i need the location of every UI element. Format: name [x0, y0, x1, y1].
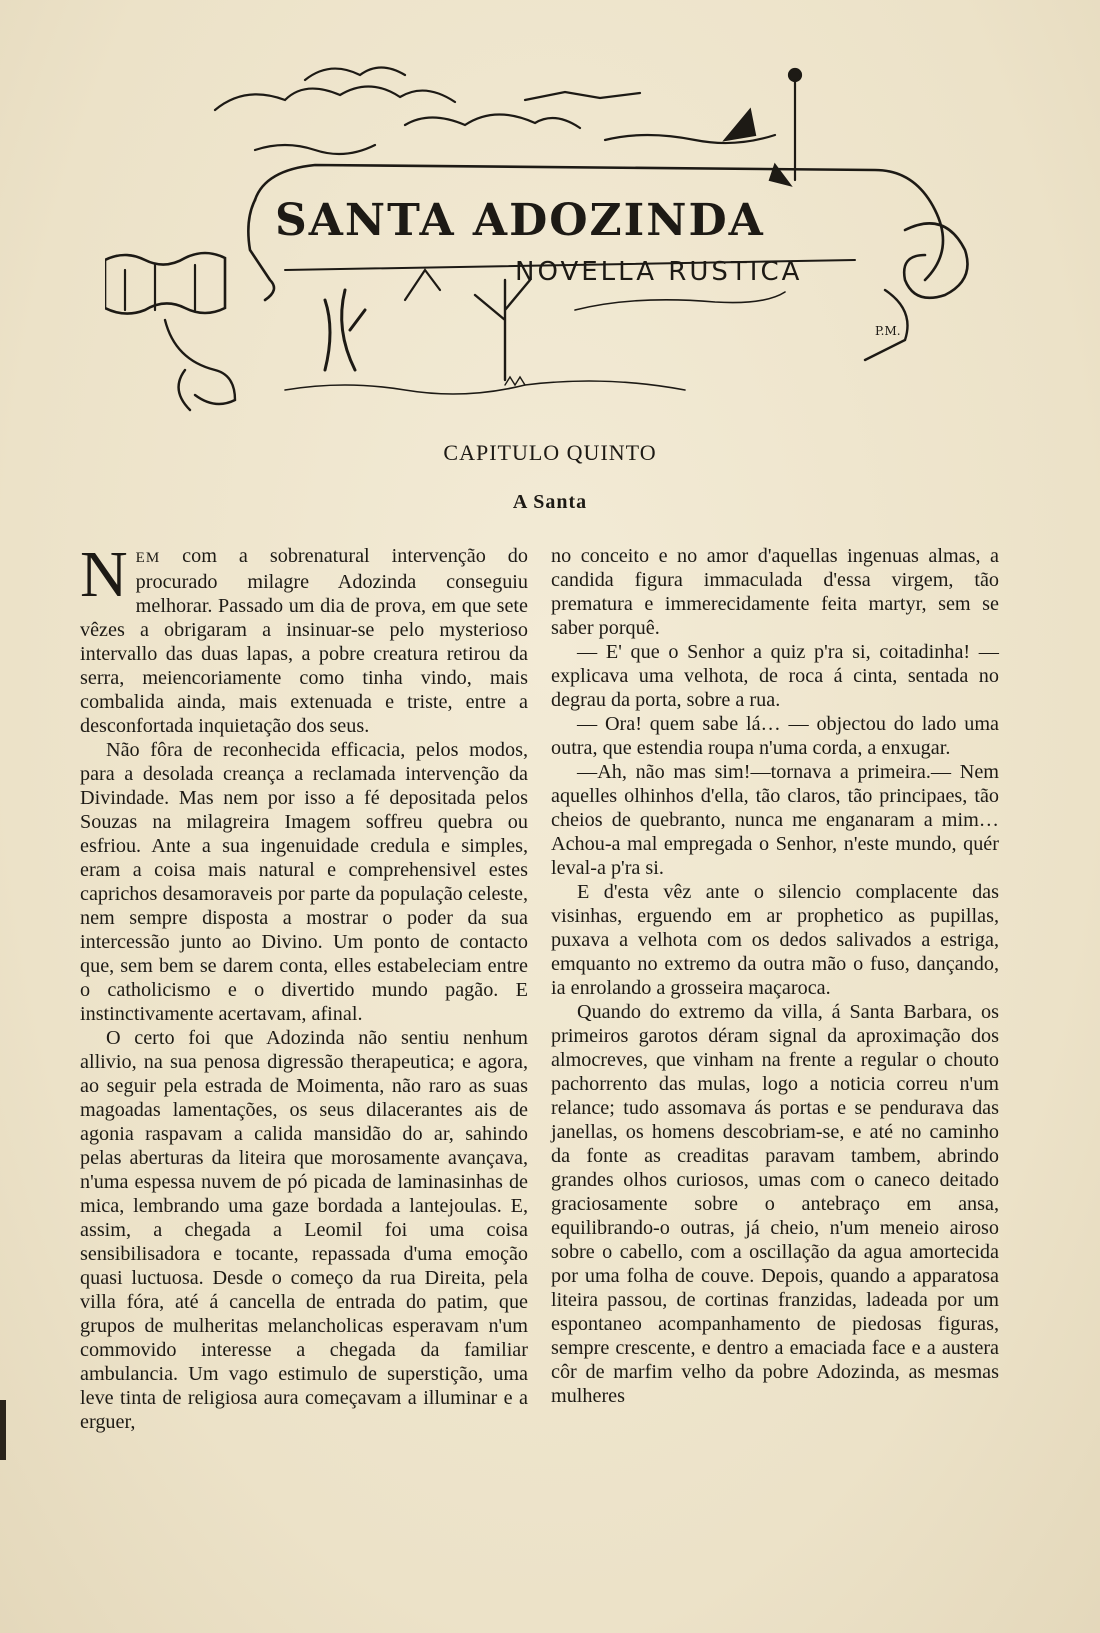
drop-cap: N — [80, 538, 128, 611]
page-edge-mark — [0, 1400, 6, 1460]
paragraph: Não fôra de reconhecida efficacia, pelos modos, para a desolada creança a reclamada intervenção da Divindade. Mas nem por isso a fé depositada pelos Souzas na milagreira Imagem soffreu quebra ou esfriou. Ante a sua ingenuidade credula e simples, eram a coisa mais natural e comprehensivel estes caprichos desamoraveis por parte da população celeste, nem sempre disposta a mostrar o poder da sua intercessão junto ao Divino. Um ponto de contacto que, sem bem se darem conta, elles estabeleciam entre o catholicismo e o divertido mundo pagão. E instinctivamente acertavam, afinal. — [80, 739, 528, 1025]
chapter-subtitle: A Santa — [512, 491, 588, 513]
paragraph: O certo foi que Adozinda não sentiu nenhum allivio, na sua penosa digressão therapeutica; e agora, ao seguir pela estrada de Moimenta, não raro as suas magoadas lamentações, os seus dilacerantes ais de agonia raspavam a calida mansidão do ar, sahindo pelas aberturas da liteira que morosamente avançava, n'uma espessa nuvem de pó picada de laminasinhas de mica, lembrando uma gaze bordada a lantejoulas. E, assim, a chegada a Leomil foi uma coisa sensibilisadora e tocante, repassada d'uma emoção quasi luctuosa. Desde o começo da rua Direita, pela villa fóra, até á cancella de entrada do patim, que grupos de mulheritas melancholicas esperavam n'um commovido interesse a chegada da familiar ambulancia. Um vago estimulo de superstição, uma leve tinta de religiosa aura começavam a illuminar e a erguer, — [80, 1027, 528, 1433]
header-title: SANTA ADOZINDA — [275, 195, 765, 246]
paragraph: E d'esta vêz ante o silencio complacente das visinhas, erguendo em ar prophetico as pupillas, puxava a velhota com os dedos salivados a estriga, emquanto no extremo da outra mão o fuso, dançando, ia enrolando a grosseira maçaroca. — [551, 881, 999, 999]
header-signature: P.M. — [875, 324, 901, 338]
opening-text: com a sobrenatural intervenção do procurado milagre Adozinda conseguiu melhorar. Passado um dia de prova, em que sete vêzes a obrigaram a insinuar-se pelo mysterioso intervallo das duas lapas, a pobre creatura retirou da serra, meiencoriamente como tinha vindo, mais combalida ainda, mais extenuada e triste, entre a desconfortada inquietação dos seus. — [80, 545, 528, 737]
left-column — [80, 538, 528, 1434]
paragraph: —Ah, não mas sim!—tornava a primeira.— Nem aquelles olhinhos d'ella, tão claros, tão principaes, tão cheios de quebranto, nunca me enganaram a mim… Achou-a mal empregada o Senhor, n'este mundo, quér leval-a p'ra si. — [551, 761, 999, 879]
first-word-rest: EM — [135, 550, 161, 566]
right-column — [551, 544, 999, 1408]
paragraph: — Ora! quem sabe lá… — objectou do lado uma outra, que estendia roupa n'uma corda, a enxugar. — [551, 713, 999, 759]
paragraph-continuation: no conceito e no amor d'aquellas ingenuas almas, a candida figura immaculada d'essa virgem, tão prematura e immerecidamente feita martyr, sem se saber porquê. — [551, 545, 999, 639]
paragraph: Quando do extremo da villa, á Santa Barbara, os primeiros garotos déram signal da aproximação dos almocreves, que vinham na frente a regular o chouto pachorrento das mulas, logo a noticia correu n'um relance; tudo assomava ás portas e se pendurava das janellas, os homens descobriam-se, e até no caminho da fonte as creaditas paravam tambem, abrindo grandes olhos curiosos, umas com o caneco deitado graciosamente sobre o antebraço em ansa, equilibrando-o outras, já cheio, n'um meneio airoso sobre o cabello, com a oscillação da agua amortecida por uma folha de couve. Depois, quando a apparatosa liteira passou, de cortinas franzidas, ladeada por um espontaneo acompanhamento de piedosas figuras, sempre crescente, e dentro a emaciada face e a austera côr de marfim velho da pobre Adozinda, as mesmas mulheres — [551, 1001, 999, 1407]
paragraph-opening — [80, 538, 528, 738]
header-subtitle: NOVELLA RUSTICA — [515, 257, 803, 287]
paragraph: — E' que o Senhor a quiz p'ra si, coitadinha! — explicava uma velhota, de roca á cinta, sentada no degrau da porta, sobre a rua. — [551, 641, 999, 711]
decorative-headpiece — [105, 40, 1000, 425]
chapter-heading: CAPITULO QUINTO — [443, 440, 657, 465]
headpiece-illustration-icon — [105, 40, 1000, 425]
